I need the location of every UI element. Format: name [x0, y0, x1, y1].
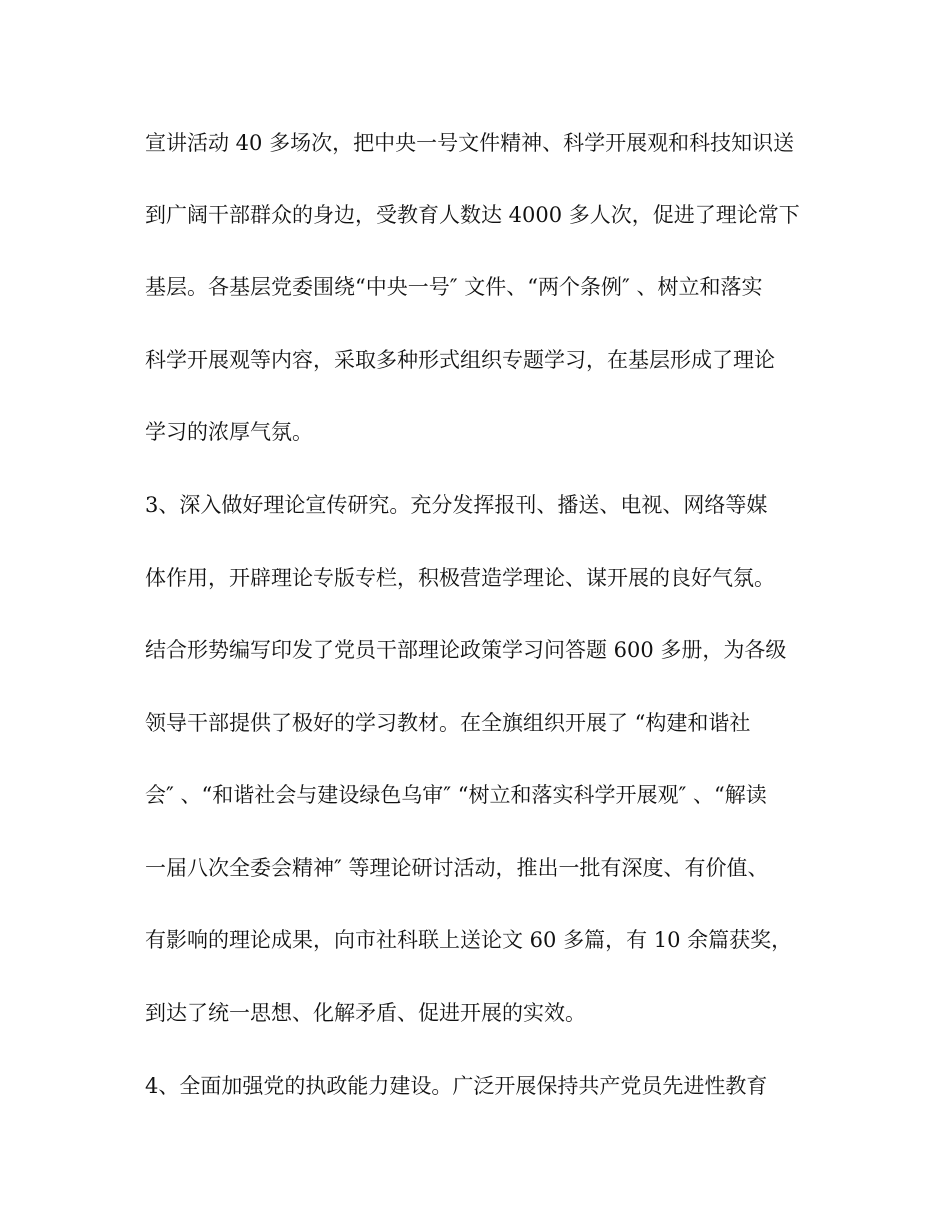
text-line: 结合形势编写印发了党员干部理论政策学习问答题 600 多册，为各级 [145, 638, 787, 662]
text-line: 基层。各基层党委围绕“中央一号″ 文件、“两个条例″ 、树立和落实 [145, 275, 763, 299]
text-line: 学习的浓厚气氛。 [145, 420, 313, 444]
text-line: 有影响的理论成果，向市社科联上送论文 60 多篇，有 10 余篇获奖， [145, 928, 793, 952]
text-line: 一届八次全委会精神″ 等理论研讨活动，推出一批有深度、有价值、 [145, 856, 769, 880]
section-heading-line: 3、深入做好理论宣传研究。充分发挥报刊、播送、电视、网络等媒 [145, 493, 768, 517]
text-line: 宣讲活动 40 多场次，把中央一号文件精神、科学开展观和科技知识送 [145, 131, 795, 155]
text-line: 到达了统一思想、化解矛盾、促进开展的实效。 [145, 1001, 586, 1025]
section-heading-line: 4、全面加强党的执政能力建设。广泛开展保持共产党员先进性教育 [145, 1074, 768, 1098]
text-line: 科学开展观等内容，采取多种形式组织专题学习，在基层形成了理论 [145, 348, 775, 372]
text-line: 到广阔干部群众的身边，受教育人数达 4000 多人次，促进了理论常下 [145, 203, 800, 227]
text-line: 体作用，开辟理论专版专栏，积极营造学理论、谋开展的良好气氛。 [145, 566, 775, 590]
text-line: 领导干部提供了极好的学习教材。在全旗组织开展了 “构建和谐社 [145, 711, 751, 735]
text-line: 会″ 、“和谐社会与建设绿色乌审″ “树立和落实科学开展观″ 、“解读 [145, 783, 767, 807]
